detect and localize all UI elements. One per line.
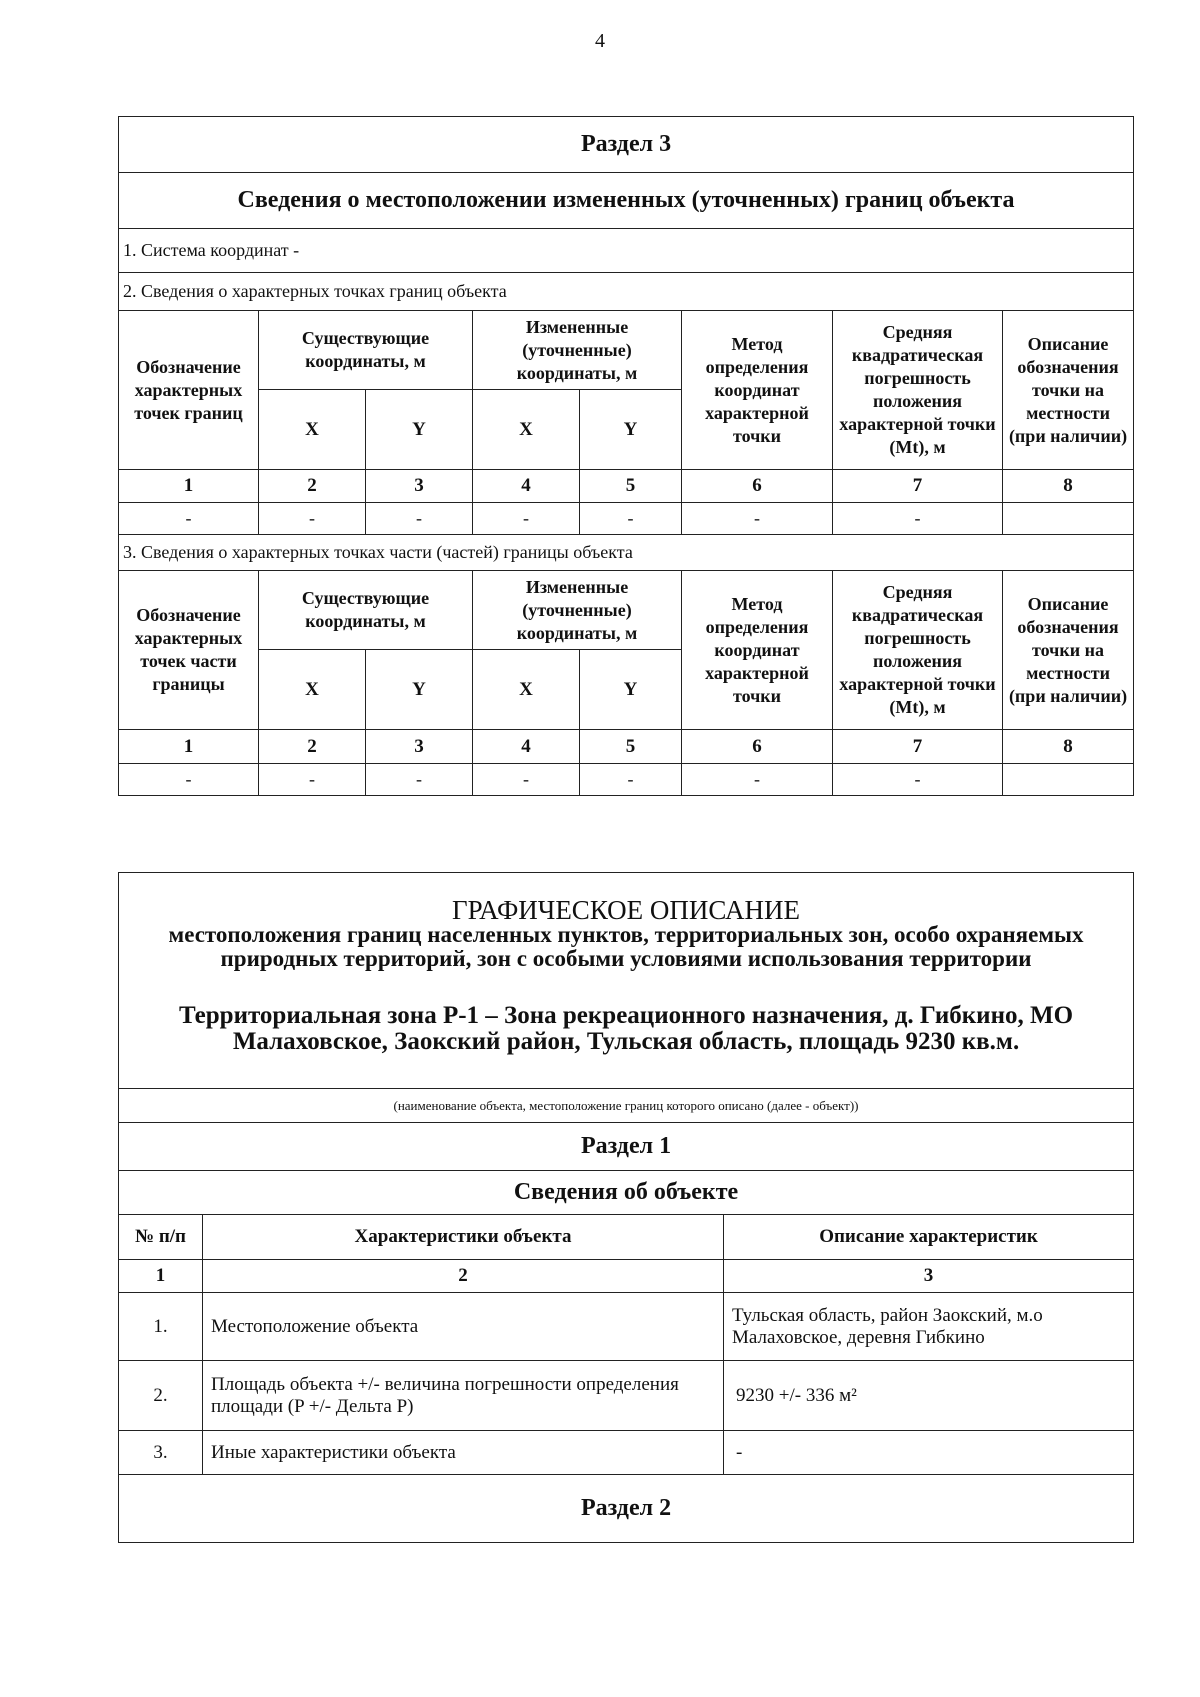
table-cell: -: [259, 764, 366, 796]
graphic-subtitle: местоположения границ населенных пунктов, территориальных зон, особо охраняемых природных территорий, зон с особыми условиями использования территории: [168, 922, 1084, 971]
column-number: 4: [473, 470, 580, 503]
column-number: 7: [833, 470, 1003, 503]
row-number: 2.: [119, 1361, 203, 1431]
header-designation: Обозначение характерных точек границ: [119, 311, 259, 470]
row-characteristic: Иные характеристики объекта: [203, 1431, 724, 1475]
column-number: 1: [119, 470, 259, 503]
table-cell: -: [682, 764, 833, 796]
column-number: 6: [682, 470, 833, 503]
column-number: 3: [724, 1260, 1134, 1293]
column-number: 8: [1003, 470, 1134, 503]
column-number: 1: [119, 730, 259, 764]
table-cell: -: [580, 503, 682, 535]
header-description: Описание обозначения точки на местности (при наличии): [1003, 311, 1134, 470]
table-cell: -: [119, 503, 259, 535]
table-cell: -: [366, 503, 473, 535]
header-char-description: Описание характеристик: [724, 1215, 1134, 1260]
table-row: [119, 1431, 1134, 1475]
section3-heading: Сведения о местоположении измененных (уточненных) границ объекта: [119, 173, 1134, 229]
table-cell: -: [833, 503, 1003, 535]
header-error: Средняя квадратическая погрешность положения характерной точки (Mt), м: [833, 571, 1003, 730]
section3-title: Раздел 3: [119, 117, 1134, 173]
table-cell: -: [366, 764, 473, 796]
header-changed-x: X: [473, 390, 580, 470]
graphic-header-block: [119, 873, 1134, 1089]
page-number: 4: [595, 30, 605, 52]
table-cell: -: [682, 503, 833, 535]
section3-table: [118, 116, 1134, 796]
header-designation-parts: Обозначение характерных точек части границы: [119, 571, 259, 730]
section1-heading: Сведения об объекте: [119, 1171, 1134, 1215]
row-value: 9230 +/- 336 м²: [724, 1361, 1134, 1431]
table-cell: [1003, 503, 1134, 535]
header-changed-x: X: [473, 650, 580, 730]
column-number: 6: [682, 730, 833, 764]
column-number: 3: [366, 730, 473, 764]
table-cell: -: [833, 764, 1003, 796]
table-row: [119, 1361, 1134, 1431]
header-changed-y: Y: [580, 390, 682, 470]
parts-label: 3. Сведения о характерных точках части (частей) границы объекта: [119, 535, 1134, 571]
column-number: 5: [580, 470, 682, 503]
zone-line-1: Территориальная зона Р-1 – Зона рекреационного назначения, д. Гибкино, МО: [178, 1002, 1074, 1029]
header-method: Метод определения координат характерной точки: [682, 311, 833, 470]
column-number: 2: [259, 470, 366, 503]
column-number: 3: [366, 470, 473, 503]
header-existing-y: Y: [366, 650, 473, 730]
header-existing-x: X: [259, 650, 366, 730]
graphic-description-table: [118, 872, 1134, 1543]
header-num: № п/п: [119, 1215, 203, 1260]
header-existing-x: X: [259, 390, 366, 470]
table-cell: -: [473, 503, 580, 535]
header-existing: Существующие координаты, м: [259, 571, 473, 650]
header-characteristics: Характеристики объекта: [203, 1215, 724, 1260]
table-row: [119, 1293, 1134, 1361]
header-error: Средняя квадратическая погрешность положения характерной точки (Mt), м: [833, 311, 1003, 470]
column-number: 7: [833, 730, 1003, 764]
row-value: Тульская область, район Заокский, м.о Малаховское, деревня Гибкино: [724, 1293, 1134, 1361]
table-cell: -: [119, 764, 259, 796]
row-value: -: [724, 1431, 1134, 1475]
table-cell: [1003, 764, 1134, 796]
column-number: 1: [119, 1260, 203, 1293]
zone-line-2: Малаховское, Заокский район, Тульская область, площадь 9230 кв.м.: [232, 1028, 1020, 1055]
header-changed: Измененные (уточненные) координаты, м: [473, 311, 682, 390]
row-number: 3.: [119, 1431, 203, 1475]
section1-title: Раздел 1: [119, 1123, 1134, 1171]
coord-system-line: 1. Система координат -: [119, 229, 1134, 273]
table-cell: -: [473, 764, 580, 796]
object-name-note: (наименование объекта, местоположение границ которого описано (далее - объект)): [119, 1089, 1134, 1123]
row-characteristic: Местоположение объекта: [203, 1293, 724, 1361]
column-number: 4: [473, 730, 580, 764]
row-characteristic: Площадь объекта +/- величина погрешности определения площади (P +/- Дельта P): [203, 1361, 724, 1431]
header-changed-y: Y: [580, 650, 682, 730]
column-number: 8: [1003, 730, 1134, 764]
graphic-title: ГРАФИЧЕСКОЕ ОПИСАНИЕ: [451, 895, 801, 925]
points-label: 2. Сведения о характерных точках границ объекта: [119, 273, 1134, 311]
table-cell: -: [580, 764, 682, 796]
row-number: 1.: [119, 1293, 203, 1361]
header-description: Описание обозначения точки на местности (при наличии): [1003, 571, 1134, 730]
table-cell: -: [259, 503, 366, 535]
header-existing-y: Y: [366, 390, 473, 470]
header-changed: Измененные (уточненные) координаты, м: [473, 571, 682, 650]
header-method: Метод определения координат характерной точки: [682, 571, 833, 730]
header-existing: Существующие координаты, м: [259, 311, 473, 390]
section2-title: Раздел 2: [119, 1475, 1134, 1543]
column-number: 2: [259, 730, 366, 764]
column-number: 2: [203, 1260, 724, 1293]
column-number: 5: [580, 730, 682, 764]
